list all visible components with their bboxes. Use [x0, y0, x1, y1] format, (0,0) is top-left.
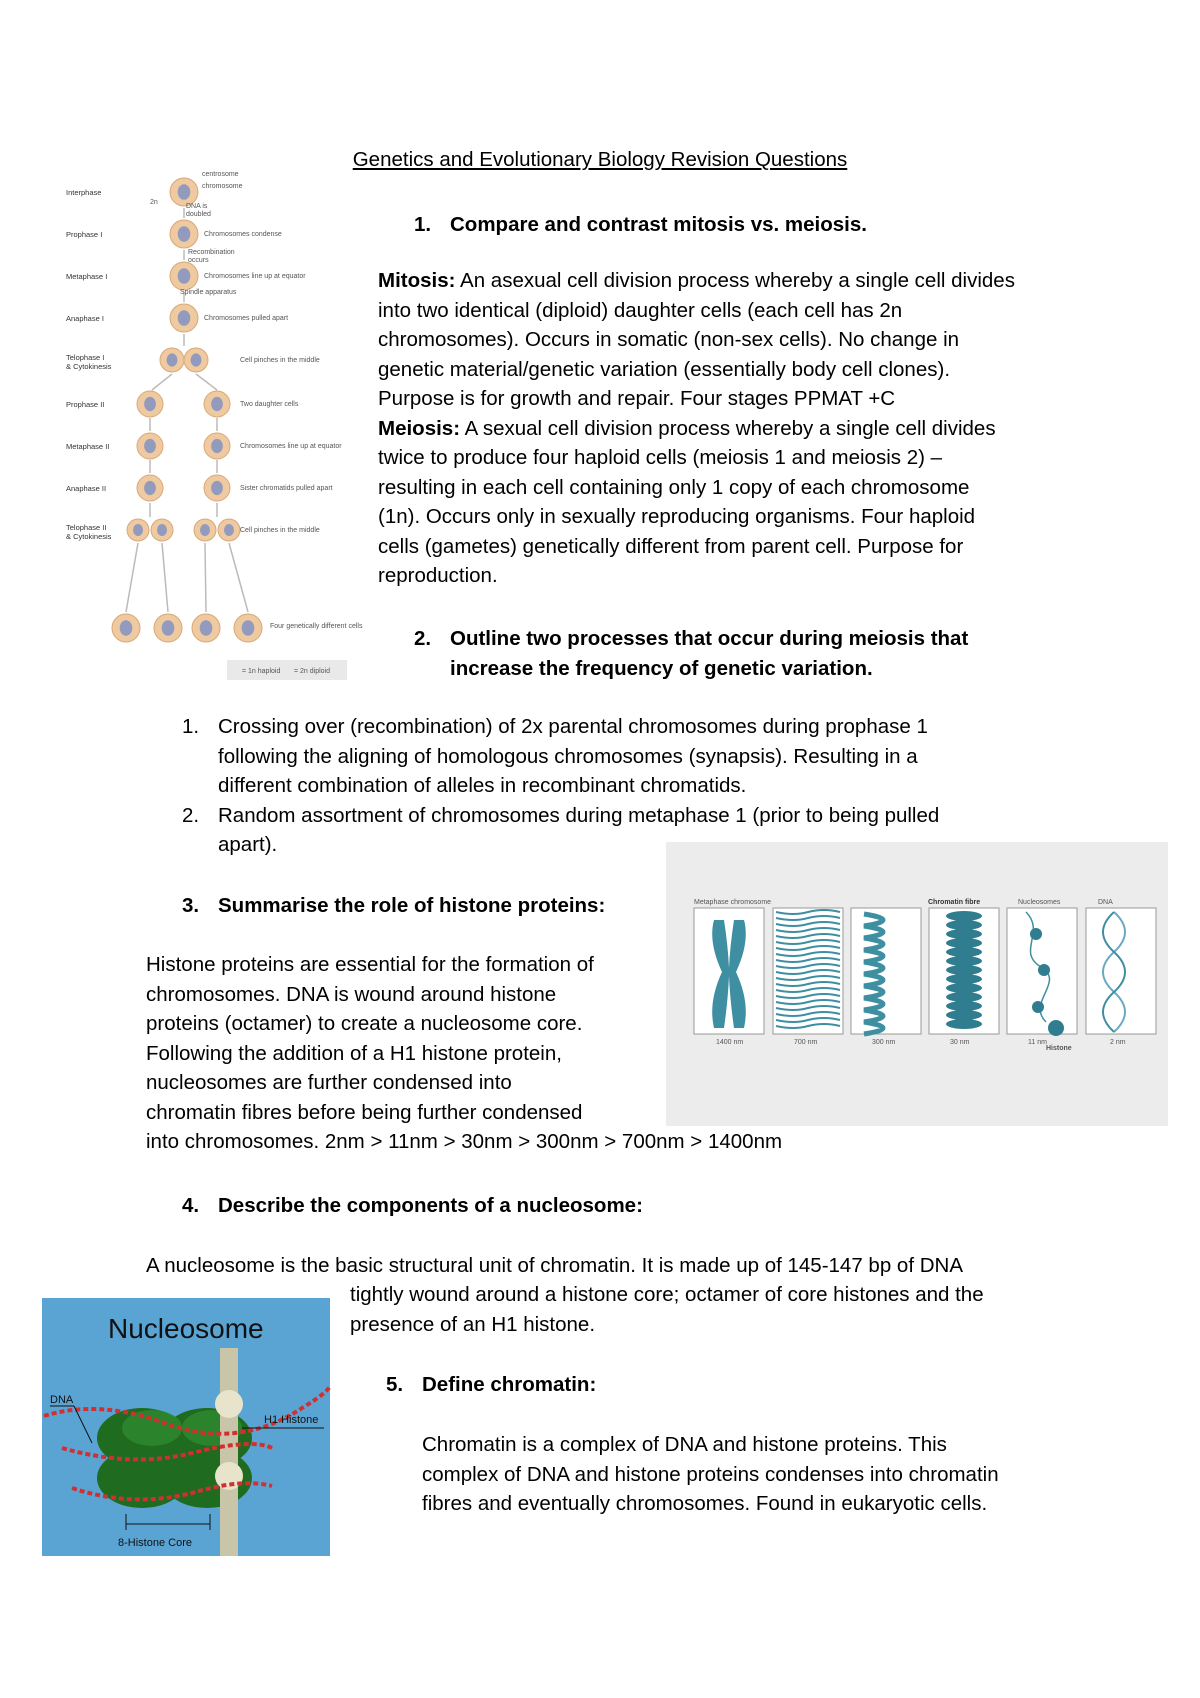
q2-number: 2.: [414, 627, 432, 650]
size-700: 700 nm: [794, 1039, 818, 1046]
diagram-label: Cell pinches in the middle: [240, 357, 320, 364]
list-item: different combination of alleles in recombinant chromatids.: [218, 774, 747, 797]
diagram-label: Chromosomes pulled apart: [204, 315, 289, 322]
q3-answer: Histone proteins are essential for the formation of chromosomes. DNA is wound around histone proteins (octamer) to create a nucleosome core. Following the addition of a H1 histone protein, nucleosomes are further condensed into chromatin fibres before being further condensed into chromosomes. 2nm > 11nm > 30nm > 300nm > 700nm > 1400nm: [146, 953, 783, 1153]
diagram-label: 2n: [150, 199, 158, 206]
q5-number: 5.: [386, 1373, 404, 1396]
meiosis-label: Meiosis:: [378, 416, 461, 440]
nucleosome-title: Nucleosome: [108, 1313, 264, 1344]
label-chromatin-fibre: Chromatin fibre: [928, 899, 981, 906]
size-2: 2 nm: [1110, 1039, 1126, 1046]
diagram-label: Anaphase I: [66, 314, 104, 323]
size-11: 11 nm: [1028, 1039, 1047, 1046]
q1-number: 1.: [414, 213, 432, 236]
label-histone: Histone: [1046, 1045, 1072, 1052]
q1-heading: [414, 210, 867, 240]
diagram-label: occurs: [188, 257, 209, 264]
legend-diploid: = 2n diploid: [294, 668, 331, 675]
dna-label: DNA: [50, 1394, 74, 1406]
list-item: 2. Random assortment of chromosomes during metaphase 1 (prior to being pulled: [182, 803, 940, 827]
q4-heading: 4. Describe the components of a nucleosome:: [182, 1191, 643, 1221]
label-nucleosomes: Nucleosomes: [1018, 899, 1061, 906]
diagram-label: Prophase II: [66, 400, 105, 409]
diagram-label: Interphase: [66, 188, 102, 197]
diagram-label: centrosome: [202, 171, 239, 178]
list-item: apart).: [218, 833, 278, 856]
diagram-label: Metaphase II: [66, 442, 110, 451]
diagram-label: Metaphase I: [66, 272, 108, 281]
q4-number: 4.: [182, 1194, 200, 1217]
document-title: Genetics and Evolutionary Biology Revision Questions: [352, 148, 848, 171]
q5-heading: 5. Define chromatin:: [386, 1370, 596, 1400]
label-dna: DNA: [1098, 899, 1113, 906]
legend-haploid: = 1n haploid: [242, 668, 281, 675]
q4-answer-rest: tightly wound around a histone core; octamer of core histones and the presence of an H1 histone.: [350, 1283, 984, 1336]
diagram-label: doubled: [186, 211, 211, 218]
size-300: 300 nm: [872, 1039, 896, 1046]
diagram-label: Spindle apparatus: [180, 289, 237, 296]
meiosis-diagram: [62, 168, 363, 688]
q1-answer: Mitosis: An asexual cell division process whereby a single cell divides into two identical (diploid) daughter cells (each cell has 2n chromosomes). Occurs in somatic (non-sex cells). No change in genetic material/genetic variation (essentially body cell clones). Purpose is for growth and repair. Four stages PPMAT +C Meiosis: A sexual cell division process whereby a single cell divides twice to produce four haploid cells (meiosis 1 and meiosis 2) – resulting in each cell containing only 1 copy of each chromosome (1n). Occurs only in sexually reproducing organisms. Four haploid cells (gametes) genetically different from parent cell. Purpose for reproduction.: [378, 269, 1015, 587]
diagram-label: Two daughter cells: [240, 401, 299, 408]
diagram-label: Chromosomes line up at equator: [204, 273, 306, 280]
diagram-label: Telophase I: [66, 353, 105, 362]
histone-core-label: 8-Histone Core: [118, 1537, 192, 1549]
diagram-label: DNA is: [186, 203, 208, 210]
label-metaphase-chromosome: Metaphase chromosome: [694, 899, 772, 906]
q4-answer-line-1: A nucleosome is the basic structural unit of chromatin. It is made up of 145-147 bp of DNA: [146, 1254, 964, 1277]
diagram-label: Four genetically different cells: [270, 623, 363, 630]
diagram-label: & Cytokinesis: [66, 532, 112, 541]
size-1400: 1400 nm: [716, 1039, 744, 1046]
diagram-label: Telophase II: [66, 523, 107, 532]
list-item: following the aligning of homologous chromosomes (synapsis). Resulting in a: [218, 744, 918, 768]
q3-number: 3.: [182, 894, 200, 917]
q3-heading: 3. Summarise the role of histone proteins:: [182, 891, 605, 921]
list-item: 1. Crossing over (recombination) of 2x parental chromosomes during prophase 1: [182, 715, 928, 738]
size-30: 30 nm: [950, 1039, 970, 1046]
mitosis-label: Mitosis:: [378, 269, 456, 292]
diagram-label: chromosome: [202, 183, 243, 190]
diagram-label: Cell pinches in the middle: [240, 527, 320, 534]
diagram-label: Anaphase II: [66, 484, 107, 493]
diagram-label: Chromosomes line up at equator: [240, 443, 342, 450]
nucleosome-diagram: [42, 1298, 330, 1556]
q1-question: Compare and contrast mitosis vs. meiosis.: [450, 213, 867, 236]
q2-answers: [182, 712, 1082, 860]
q2-heading: 2. Outline two processes that occur during meiosis that increase the frequency of genetic variation.: [414, 624, 968, 683]
diagram-label: Recombination: [188, 249, 235, 256]
h1-histone-label: H1 Histone: [264, 1414, 319, 1426]
diagram-label: Prophase I: [66, 230, 103, 239]
diagram-label: & Cytokinesis: [66, 362, 112, 371]
diagram-label: Sister chromatids pulled apart: [240, 485, 333, 492]
diagram-label: Chromosomes condense: [204, 231, 282, 238]
q5-answer: Chromatin is a complex of DNA and histone proteins. This complex of DNA and histone proteins condenses into chromatin fibres and eventually chromosomes. Found in eukaryotic cells.: [422, 1433, 999, 1515]
